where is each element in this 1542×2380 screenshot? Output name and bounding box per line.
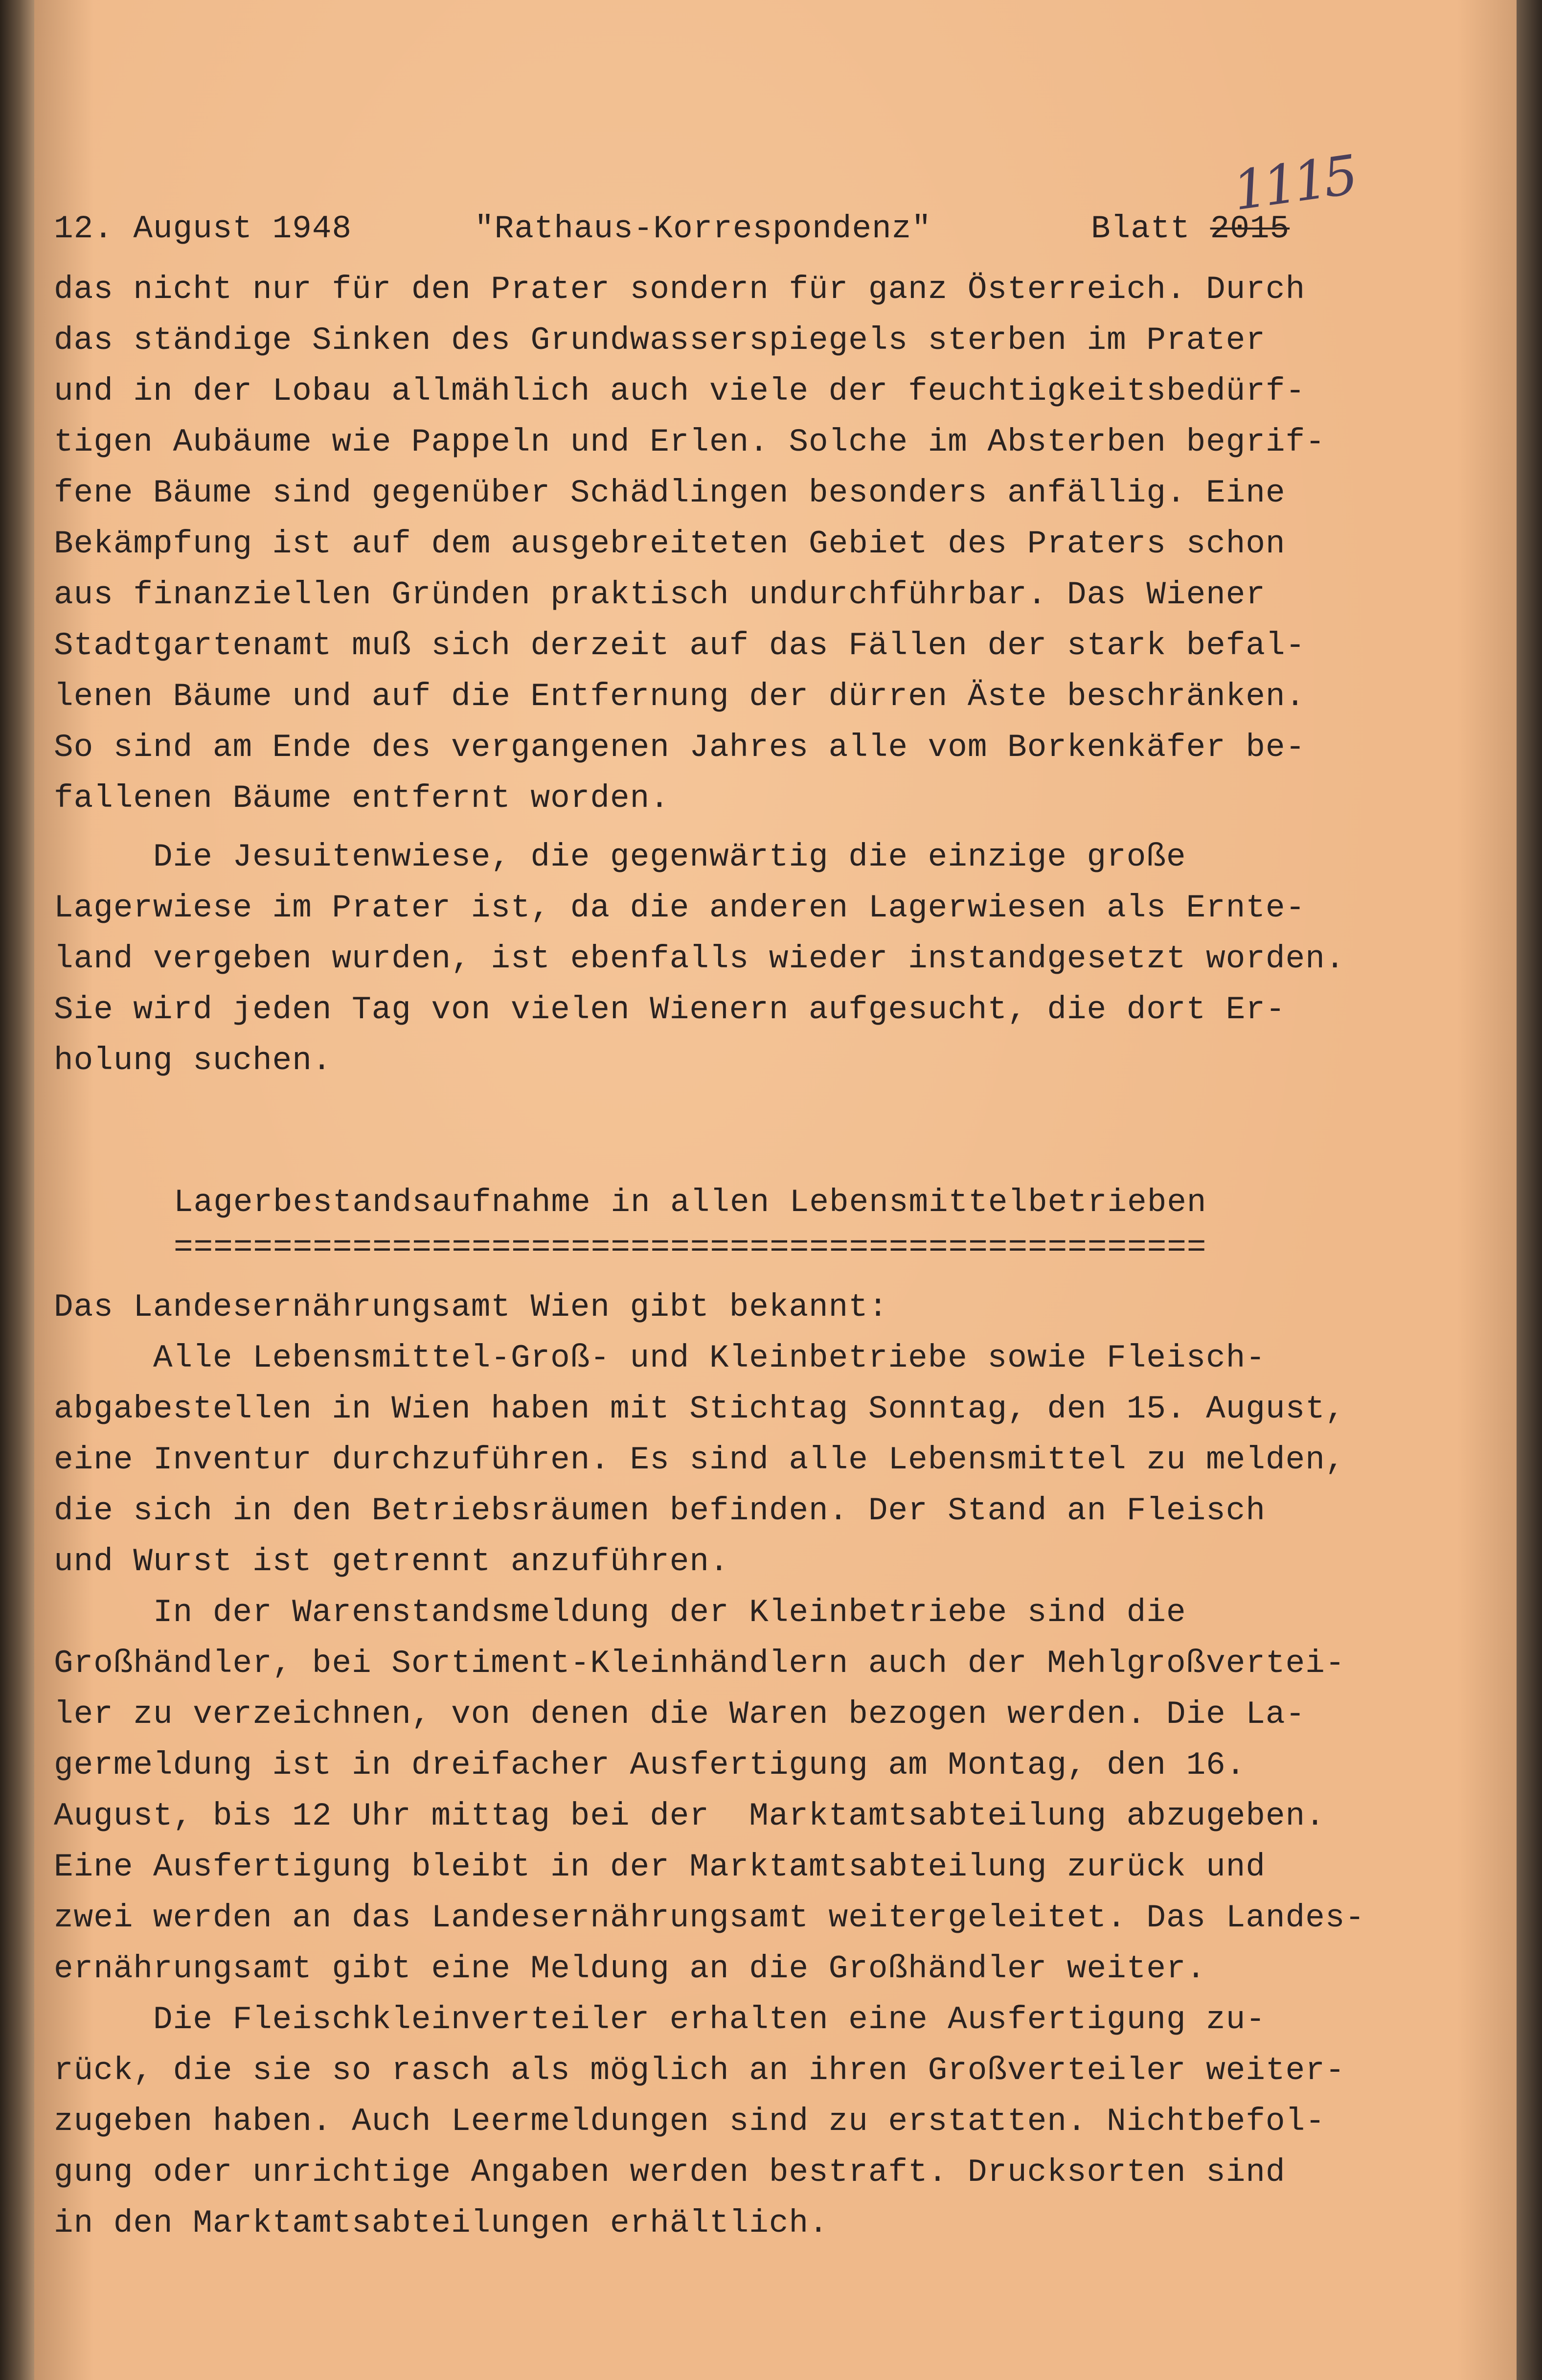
announcement-intro	[54, 1282, 1448, 1333]
text-line: Die Jesuitenwiese, die gegenwärtig die einzige große	[54, 839, 1186, 875]
text-line: Das Landesernährungsamt Wien gibt bekannt:	[54, 1289, 888, 1326]
text-line: rück, die sie so rasch als möglich an ihren Großverteiler weiter-	[54, 2052, 1345, 2089]
text-line: Sie wird jeden Tag von vielen Wienern aufgesucht, die dort Er-	[54, 991, 1286, 1028]
text-line: zugeben haben. Auch Leermeldungen sind zu erstatten. Nichtbefol-	[54, 2103, 1325, 2140]
heading-underline: ====================================================	[174, 1229, 1207, 1266]
inventory-paragraph	[54, 1333, 1448, 1587]
text-line: fene Bäume sind gegenüber Schädlingen besonders anfällig. Eine	[54, 475, 1286, 511]
text-line: August, bis 12 Uhr mittag bei der Marktamtsabteilung abzugeben.	[54, 1798, 1325, 1834]
text-line: das ständige Sinken des Grundwasserspiegels sterben im Prater	[54, 322, 1266, 359]
sheet-number-struck: 2015	[1210, 210, 1290, 247]
header-date: 12. August 1948	[54, 210, 352, 247]
text-line: Großhändler, bei Sortiment-Kleinhändlern auch der Mehlgroßvertei-	[54, 1645, 1345, 1682]
text-line: zwei werden an das Landesernährungsamt weitergeleitet. Das Landes-	[54, 1899, 1365, 1936]
text-line: fallenen Bäume entfernt worden.	[54, 780, 670, 817]
text-line: Lagerwiese im Prater ist, da die anderen Lagerwiesen als Ernte-	[54, 890, 1306, 926]
text-line: land vergeben wurden, ist ebenfalls wieder instandgesetzt worden.	[54, 940, 1345, 977]
text-line: germeldung ist in dreifacher Ausfertigung am Montag, den 16.	[54, 1747, 1246, 1784]
text-line: So sind am Ende des vergangenen Jahres alle vom Borkenkäfer be-	[54, 729, 1306, 766]
page-edge-right	[1517, 0, 1542, 2380]
text-line: und Wurst ist getrennt anzuführen.	[54, 1543, 729, 1580]
text-line: und in der Lobau allmählich auch viele der feuchtigkeitsbedürf-	[54, 373, 1306, 410]
section-heading: Lagerbestandsaufnahme in allen Lebensmittelbetrieben	[174, 1184, 1207, 1221]
handwritten-sheet-number: 1115	[1229, 143, 1358, 223]
distributor-paragraph	[54, 1994, 1448, 2249]
text-line: holung suchen.	[54, 1042, 332, 1079]
text-line: lenen Bäume und auf die Entfernung der dürren Äste beschränken.	[54, 678, 1306, 715]
text-line: Alle Lebensmittel-Groß- und Kleinbetriebe sowie Fleisch-	[54, 1340, 1266, 1376]
text-line: gung oder unrichtige Angaben werden bestraft. Drucksorten sind	[54, 2154, 1286, 2191]
text-line: In der Warenstandsmeldung der Kleinbetriebe sind die	[54, 1594, 1186, 1631]
text-line: Die Fleischkleinverteiler erhalten eine Ausfertigung zu-	[54, 2001, 1266, 2038]
text-line: in den Marktamtsabteilungen erhältlich.	[54, 2205, 829, 2242]
text-line: Stadtgartenamt muß sich derzeit auf das Fällen der stark befal-	[54, 627, 1306, 664]
text-line: aus finanziellen Gründen praktisch undurchführbar. Das Wiener	[54, 576, 1266, 613]
sheet-label: Blatt	[1091, 210, 1191, 247]
text-line: die sich in den Betriebsräumen befinden. Der Stand an Fleisch	[54, 1492, 1266, 1529]
header-title: "Rathaus-Korrespondenz"	[475, 210, 931, 247]
reporting-paragraph	[54, 1587, 1448, 1994]
text-line: ler zu verzeichnen, von denen die Waren bezogen werden. Die La-	[54, 1696, 1306, 1733]
text-line: tigen Aubäume wie Pappeln und Erlen. Solche im Absterben begrif-	[54, 424, 1325, 460]
text-line: das nicht nur für den Prater sondern für ganz Österreich. Durch	[54, 271, 1306, 308]
text-line: Bekämpfung ist auf dem ausgebreiteten Gebiet des Praters schon	[54, 526, 1286, 562]
text-line: abgabestellen in Wien haben mit Stichtag Sonntag, den 15. August,	[54, 1391, 1345, 1427]
text-line: ernährungsamt gibt eine Meldung an die Großhändler weiter.	[54, 1950, 1206, 1987]
text-line: eine Inventur durchzuführen. Es sind alle Lebensmittel zu melden,	[54, 1442, 1345, 1478]
jesuitenwiese-paragraph	[54, 832, 1448, 1086]
text-line: Eine Ausfertigung bleibt in der Marktamtsabteilung zurück und	[54, 1849, 1266, 1885]
continuation-paragraph	[54, 264, 1448, 824]
